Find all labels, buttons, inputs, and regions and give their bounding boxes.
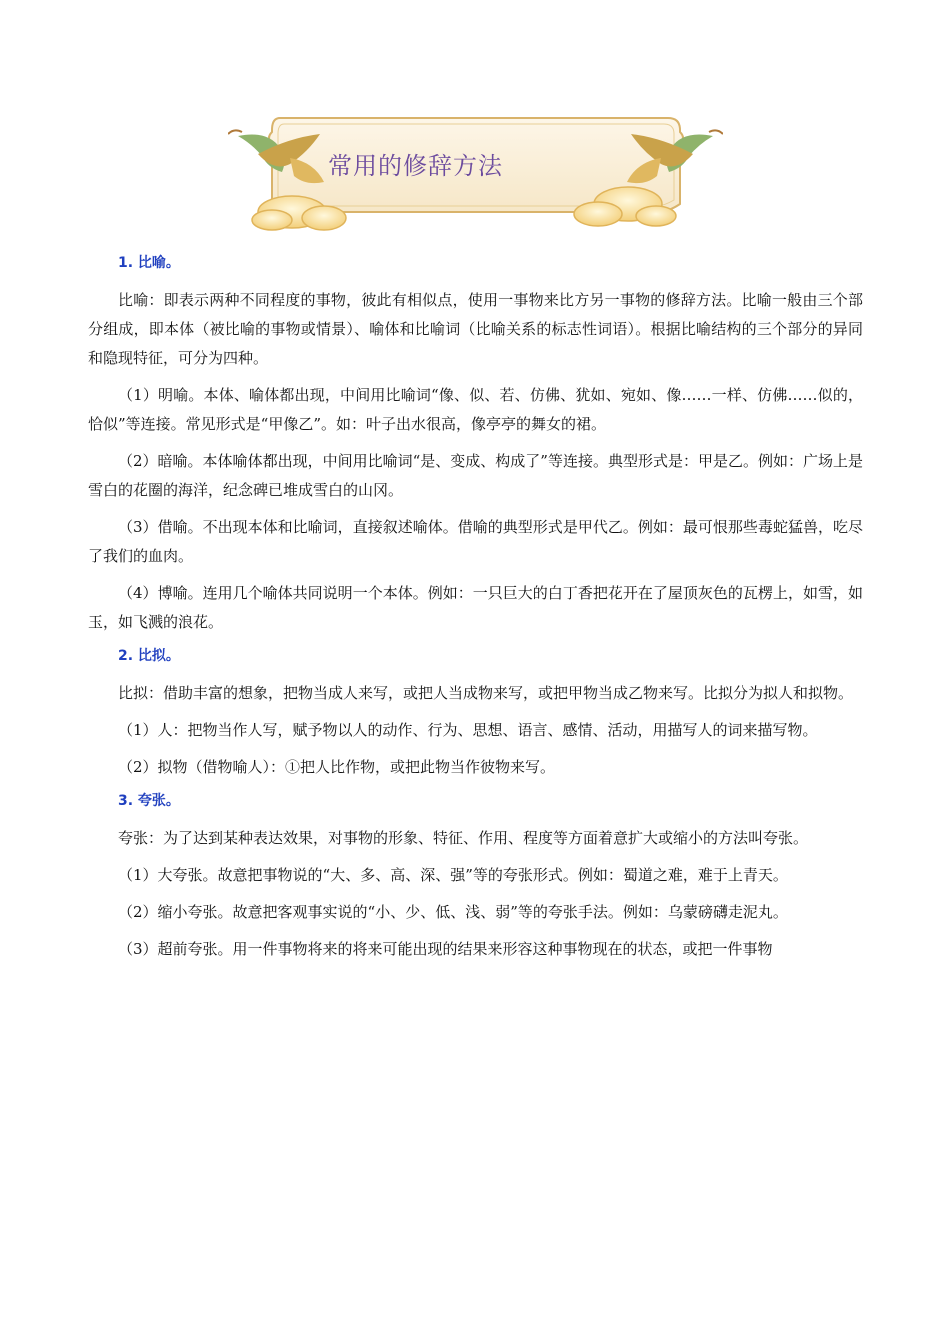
paragraph: 比拟：借助丰富的想象，把物当成人来写，或把人当成物来写，或把甲物当成乙物来写。比拟分为拟人和拟物。 <box>118 684 854 702</box>
section-heading: 2. 比拟。 <box>118 648 180 664</box>
section-personification <box>88 645 863 782</box>
paragraph: （1）大夸张。故意把事物说的“大、多、高、深、强”等的夸张形式。例如：蜀道之难，难于上青天。 <box>118 866 788 884</box>
paragraph: （3）超前夸张。用一件事物将来的将来可能出现的结果来形容这种事物现在的状态，或把一件事物 <box>118 940 773 958</box>
title-banner <box>228 108 723 236</box>
document-body <box>88 252 863 972</box>
paragraph: （2）缩小夸张。故意把客观事实说的“小、少、低、浅、弱”等的夸张手法。例如：乌蒙磅礴走泥丸。 <box>118 903 788 921</box>
paragraph: （1）人：把物当作人写，赋予物以人的动作、行为、思想、语言、感情、活动，用描写人的词来描写物。 <box>118 721 818 739</box>
paragraph: （2）拟物（借物喻人）：①把人比作物，或把此物当作彼物来写。 <box>118 758 556 776</box>
paragraph: 比喻：即表示两种不同程度的事物，彼此有相似点，使用一事物来比方另一事物的修辞方法。比喻一般由三个部分组成，即本体（被比喻的事物或情景）、喻体和比喻词（比喻关系的标志性词语）。根据比喻结构的三个部分的异同和隐现特征，可分为四种。 <box>88 291 863 367</box>
section-heading: 3. 夸张。 <box>118 793 180 809</box>
paragraph: （1）明喻。本体、喻体都出现，中间用比喻词“像、似、若、仿佛、犹如、宛如、像……一样、仿佛……似的，恰似”等连接。常见形式是“甲像乙”。如：叶子出水很高，像亭亭的舞女的裙。 <box>88 386 863 433</box>
section-heading: 1. 比喻。 <box>118 255 180 271</box>
page-title: 常用的修辞方法 <box>328 152 503 180</box>
paragraph: （4）博喻。连用几个喻体共同说明一个本体。例如：一只巨大的白丁香把花开在了屋顶灰色的瓦楞上，如雪，如玉，如飞溅的浪花。 <box>88 584 863 631</box>
paragraph: （2）暗喻。本体喻体都出现，中间用比喻词“是、变成、构成了”等连接。典型形式是：甲是乙。例如：广场上是雪白的花圈的海洋，纪念碑已堆成雪白的山冈。 <box>88 452 863 499</box>
section-simile <box>88 252 863 637</box>
paragraph: （3）借喻。不出现本体和比喻词，直接叙述喻体。借喻的典型形式是甲代乙。例如：最可恨那些毒蛇猛兽，吃尽了我们的血肉。 <box>88 518 863 565</box>
paragraph: 夸张：为了达到某种表达效果，对事物的形象、特征、作用、程度等方面着意扩大或缩小的方法叫夸张。 <box>118 829 809 847</box>
section-hyperbole <box>88 790 863 964</box>
